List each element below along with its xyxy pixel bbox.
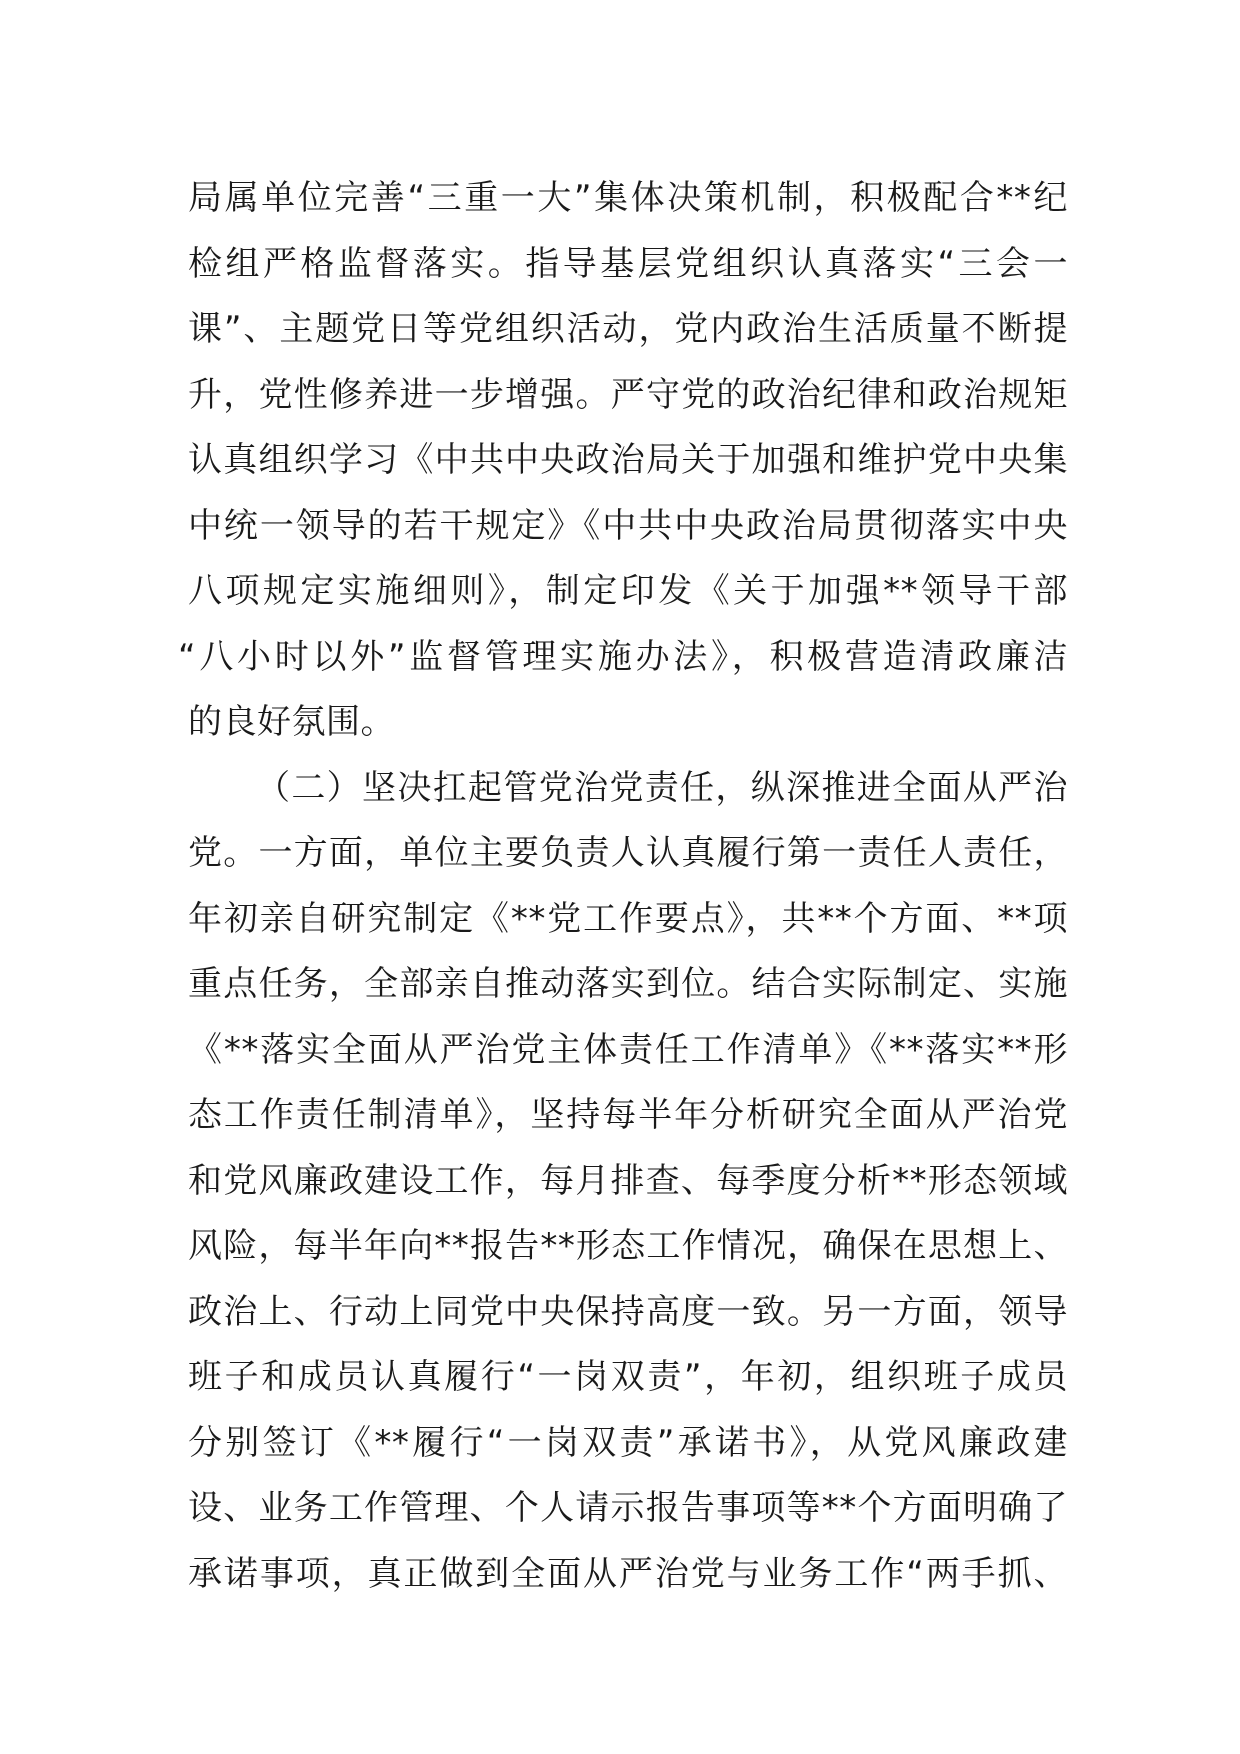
text-line-14: 《**落实全面从严治党主体责任工作清单》《**落实**形 — [188, 1029, 1068, 1070]
text-line-22: 承诺事项，真正做到全面从严治党与业务工作“两手抓、 — [188, 1553, 1068, 1594]
text-line-12: 年初亲自研究制定《**党工作要点》，共**个方面、**项 — [188, 898, 1068, 939]
text-line-9: 的良好氛围。 — [188, 702, 395, 742]
text-line-18: 政治上、行动上同党中央保持高度一致。另一方面，领导 — [188, 1291, 1068, 1332]
text-line-5: 认真组织学习《中共中央政治局关于加强和维护党中央集 — [188, 440, 1068, 480]
text-line-6: 中统一领导的若干规定》《中共中央政治局贯彻落实中央 — [188, 505, 1068, 546]
text-line-21: 设、业务工作管理、个人请示报告事项等**个方面明确了 — [188, 1488, 1068, 1528]
text-line-16: 和党风廉政建设工作，每月排查、每季度分析**形态领域 — [188, 1160, 1068, 1201]
text-line-20: 分别签订《**履行“一岗双责”承诺书》，从党风廉政建 — [188, 1422, 1068, 1463]
text-line-13: 重点任务，全部亲自推动落实到位。结合实际制定、实施 — [188, 964, 1068, 1004]
text-line-19: 班子和成员认真履行“一岗双责”，年初，组织班子成员 — [188, 1357, 1068, 1397]
text-line-15: 态工作责任制清单》，坚持每半年分析研究全面从严治党 — [188, 1095, 1068, 1135]
text-line-4: 升，党性修养进一步增强。严守党的政治纪律和政治规矩 — [188, 374, 1068, 415]
text-line-17: 风险，每半年向**报告**形态工作情况，确保在思想上、 — [188, 1226, 1068, 1266]
text-line-3: 课”、主题党日等党组织活动，党内政治生活质量不断提 — [188, 309, 1068, 349]
section-heading-line: （二）坚决扛起管党治党责任，纵深推进全面从严治 — [256, 767, 1068, 808]
body-text — [178, 166, 1068, 1607]
text-line-1: 局属单位完善“三重一大”集体决策机制，积极配合**纪 — [188, 178, 1068, 218]
text-line-2: 检组严格监督落实。指导基层党组织认真落实“三会一 — [188, 243, 1068, 284]
text-line-7: 八项规定实施细则》，制定印发《关于加强**领导干部 — [188, 571, 1068, 611]
text-line-11: 党。一方面，单位主要负责人认真履行第一责任人责任， — [188, 833, 1068, 873]
text-line-8: “八小时以外”监督管理实施办法》，积极营造清政廉洁 — [178, 636, 1068, 677]
